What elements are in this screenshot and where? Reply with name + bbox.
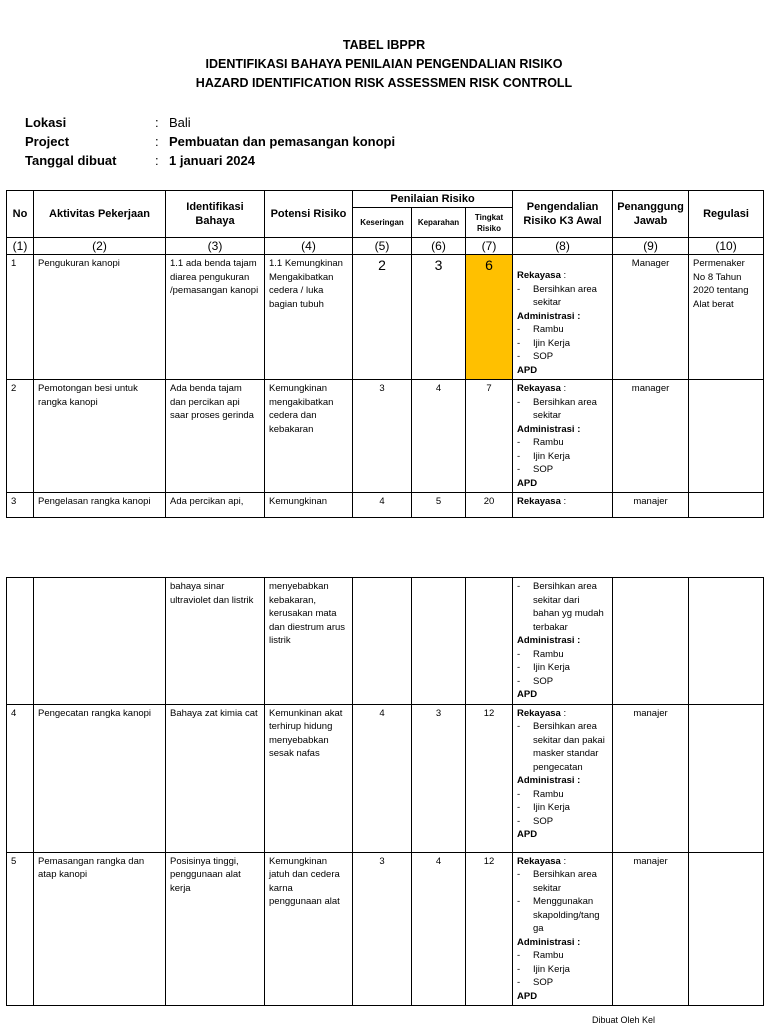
col-number: (5)	[353, 238, 412, 255]
row-potensi: 1.1 Kemungkinan Mengakibatkan cedera / luka bagian tubuh	[265, 255, 353, 380]
row-pengendalian	[513, 578, 613, 705]
table-row	[7, 852, 764, 1006]
row-no: 1	[7, 255, 34, 380]
col-number: (9)	[613, 238, 689, 255]
row-no: 5	[7, 852, 34, 1006]
row-aktivitas: Pengelasan rangka kanopi	[34, 493, 166, 518]
rekayasa-colon: :	[560, 270, 567, 281]
col-number: (7)	[466, 238, 513, 255]
footer-signature-label: Dibuat Oleh Kel	[592, 1015, 656, 1025]
rekayasa-label: Rekayasa	[517, 855, 561, 867]
row-regulasi	[689, 493, 764, 518]
apd-label: APD	[517, 829, 538, 840]
doc-subtitle-en: HAZARD IDENTIFICATION RISK ASSESSMEN RISK CONTROLL	[195, 76, 573, 90]
row-keseringan	[353, 578, 412, 705]
col-number: (8)	[513, 238, 613, 255]
lokasi-label: Lokasi	[25, 115, 67, 130]
apd-label: APD	[517, 990, 538, 1002]
control-item: - SOP	[517, 350, 608, 364]
row-aktivitas: Pengukuran kanopi	[34, 255, 166, 380]
lokasi-value: Bali	[169, 115, 191, 130]
header-penanggung: Penanggung Jawab	[613, 191, 689, 238]
administrasi-label: Administrasi :	[517, 635, 581, 646]
header-keparahan: Keparahan	[412, 208, 466, 238]
table-row	[7, 578, 764, 705]
row-regulasi	[689, 380, 764, 493]
row-no: 4	[7, 704, 34, 852]
row-tingkat: 12	[466, 704, 513, 852]
row-aktivitas: Pemotongan besi untuk rangka kanopi	[34, 380, 166, 493]
row-regulasi	[689, 578, 764, 705]
row-regulasi	[689, 704, 764, 852]
colon: :	[155, 134, 159, 149]
row-keparahan: 4	[412, 852, 466, 1006]
control-item: - SOP	[517, 675, 608, 689]
control-item: - Bersihkan area sekitar dari bahan yg mudah terbakar	[517, 580, 608, 634]
row-identifikasi: bahaya sinar ultraviolet dan listrik	[166, 578, 265, 705]
row-identifikasi: Ada benda tajam dan percikan api saar proses gerinda	[166, 380, 265, 493]
header-no: No	[7, 191, 34, 238]
column-number-row	[7, 238, 764, 255]
meta-tanggal	[25, 153, 255, 168]
control-item: - Ijin Kerja	[517, 963, 608, 977]
row-tingkat-highlight: 6	[466, 255, 513, 380]
row-tingkat: 12	[466, 852, 513, 1006]
project-label: Project	[25, 134, 70, 149]
header-tingkat: Tingkat Risiko	[466, 208, 513, 238]
administrasi-label: Administrasi :	[517, 310, 581, 322]
apd-label: APD	[517, 364, 538, 376]
table-row	[7, 380, 764, 493]
control-item: - Bersihkan area sekitar	[517, 396, 608, 423]
row-potensi: Kemunkinan akat terhirup hidung menyebabkan sesak nafas	[265, 704, 353, 852]
row-pengendalian	[513, 380, 613, 493]
meta-lokasi	[25, 115, 191, 130]
row-pengendalian	[513, 493, 613, 518]
row-identifikasi: Bahaya zat kimia cat	[166, 704, 265, 852]
header-penilaian: Penilaian Risiko	[353, 191, 513, 208]
table-row	[7, 704, 764, 852]
doc-title: TABEL IBPPR	[342, 38, 426, 52]
colon: :	[155, 115, 159, 130]
control-item: - Bersihkan area sekitar dan pakai masker standar pengecatan	[517, 720, 608, 774]
rekayasa-colon: :	[560, 496, 567, 507]
row-regulasi	[689, 852, 764, 1006]
row-potensi: menyebabkan kebakaran, kerusakan mata dan diestrum arus listrik	[265, 578, 353, 705]
tanggal-label: Tanggal dibuat	[25, 153, 117, 168]
control-item: - Ijin Kerja	[517, 661, 608, 675]
table-row	[7, 493, 764, 518]
row-tingkat	[466, 578, 513, 705]
control-item: - Menggunakan skapolding/tang ga	[517, 895, 608, 936]
risk-table-page1	[6, 190, 764, 518]
control-item: - Rambu	[517, 323, 608, 337]
row-potensi: Kemungkinan	[265, 493, 353, 518]
col-number: (1)	[7, 238, 34, 255]
administrasi-label: Administrasi :	[517, 775, 581, 786]
row-pengendalian	[513, 704, 613, 852]
project-value: Pembuatan dan pemasangan konopi	[169, 134, 396, 149]
row-no: 3	[7, 493, 34, 518]
row-keseringan: 2	[353, 255, 412, 380]
risk-table-page2	[6, 577, 764, 1006]
control-item: - SOP	[517, 976, 608, 990]
rekayasa-label: Rekayasa	[517, 707, 561, 719]
row-identifikasi: 1.1 ada benda tajam diarea pengukuran /pemasangan kanopi	[166, 255, 265, 380]
rekayasa-label: Rekayasa	[517, 383, 561, 394]
row-pengendalian	[513, 852, 613, 1006]
control-item: - SOP	[517, 815, 608, 829]
apd-label: APD	[517, 689, 538, 700]
row-penanggung	[613, 578, 689, 705]
row-keseringan: 3	[353, 852, 412, 1006]
row-tingkat: 20	[466, 493, 513, 518]
control-item: - Ijin Kerja	[517, 801, 608, 815]
rekayasa-colon: :	[560, 855, 567, 867]
header-identifikasi: Identifikasi Bahaya	[166, 191, 265, 238]
administrasi-label: Administrasi :	[517, 423, 581, 435]
row-penanggung: manajer	[613, 852, 689, 1006]
row-keseringan: 3	[353, 380, 412, 493]
doc-subtitle-id: IDENTIFIKASI BAHAYA PENILAIAN PENGENDALIAN RISIKO	[205, 57, 563, 71]
control-item: - Ijin Kerja	[517, 337, 608, 351]
tanggal-value: 1 januari 2024	[169, 153, 255, 168]
row-keparahan	[412, 578, 466, 705]
row-penanggung: manager	[613, 380, 689, 493]
control-item: - Bersihkan area sekitar	[517, 868, 608, 895]
rekayasa-colon: :	[560, 707, 567, 719]
table-row	[7, 255, 764, 380]
header-potensi: Potensi Risiko	[265, 191, 353, 238]
administrasi-label: Administrasi :	[517, 936, 581, 948]
row-regulasi: Permenaker No 8 Tahun 2020 tentang Alat berat	[689, 255, 764, 380]
colon: :	[155, 153, 159, 168]
row-keparahan: 3	[412, 704, 466, 852]
row-identifikasi: Ada percikan api,	[166, 493, 265, 518]
row-no	[7, 578, 34, 705]
col-number: (6)	[412, 238, 466, 255]
rekayasa-label: Rekayasa	[517, 270, 561, 281]
row-keseringan: 4	[353, 493, 412, 518]
control-item: - Rambu	[517, 648, 608, 662]
row-keparahan: 3	[412, 255, 466, 380]
row-no: 2	[7, 380, 34, 493]
row-keseringan: 4	[353, 704, 412, 852]
rekayasa-colon: :	[560, 383, 567, 394]
row-tingkat: 7	[466, 380, 513, 493]
header-aktivitas: Aktivitas Pekerjaan	[34, 191, 166, 238]
header-regulasi: Regulasi	[689, 191, 764, 238]
header-keseringan: Keseringan	[353, 208, 412, 238]
row-aktivitas	[34, 578, 166, 705]
row-penanggung: manajer	[613, 704, 689, 852]
col-number: (3)	[166, 238, 265, 255]
row-keparahan: 4	[412, 380, 466, 493]
col-number: (2)	[34, 238, 166, 255]
control-item: - Rambu	[517, 788, 608, 802]
meta-project	[25, 134, 395, 149]
control-item: - Bersihkan area sekitar	[517, 283, 608, 310]
control-item: - Ijin Kerja	[517, 450, 608, 464]
col-number: (10)	[689, 238, 764, 255]
rekayasa-label: Rekayasa	[517, 496, 561, 507]
row-potensi: Kemungkinan jatuh dan cedera karna penggunaan alat	[265, 852, 353, 1006]
control-item: - Rambu	[517, 436, 608, 450]
row-identifikasi: Posisinya tinggi, penggunaan alat kerja	[166, 852, 265, 1006]
row-keparahan: 5	[412, 493, 466, 518]
row-pengendalian	[513, 255, 613, 380]
row-aktivitas: Pemasangan rangka dan atap kanopi	[34, 852, 166, 1006]
control-item: - Rambu	[517, 949, 608, 963]
row-potensi: Kemungkinan mengakibatkan cedera dan kebakaran	[265, 380, 353, 493]
header-pengendalian: Pengendalian Risiko K3 Awal	[513, 191, 613, 238]
row-penanggung: Manager	[613, 255, 689, 380]
control-item: - SOP	[517, 463, 608, 477]
row-penanggung: manajer	[613, 493, 689, 518]
col-number: (4)	[265, 238, 353, 255]
row-aktivitas: Pengecatan rangka kanopi	[34, 704, 166, 852]
apd-label: APD	[517, 477, 538, 489]
